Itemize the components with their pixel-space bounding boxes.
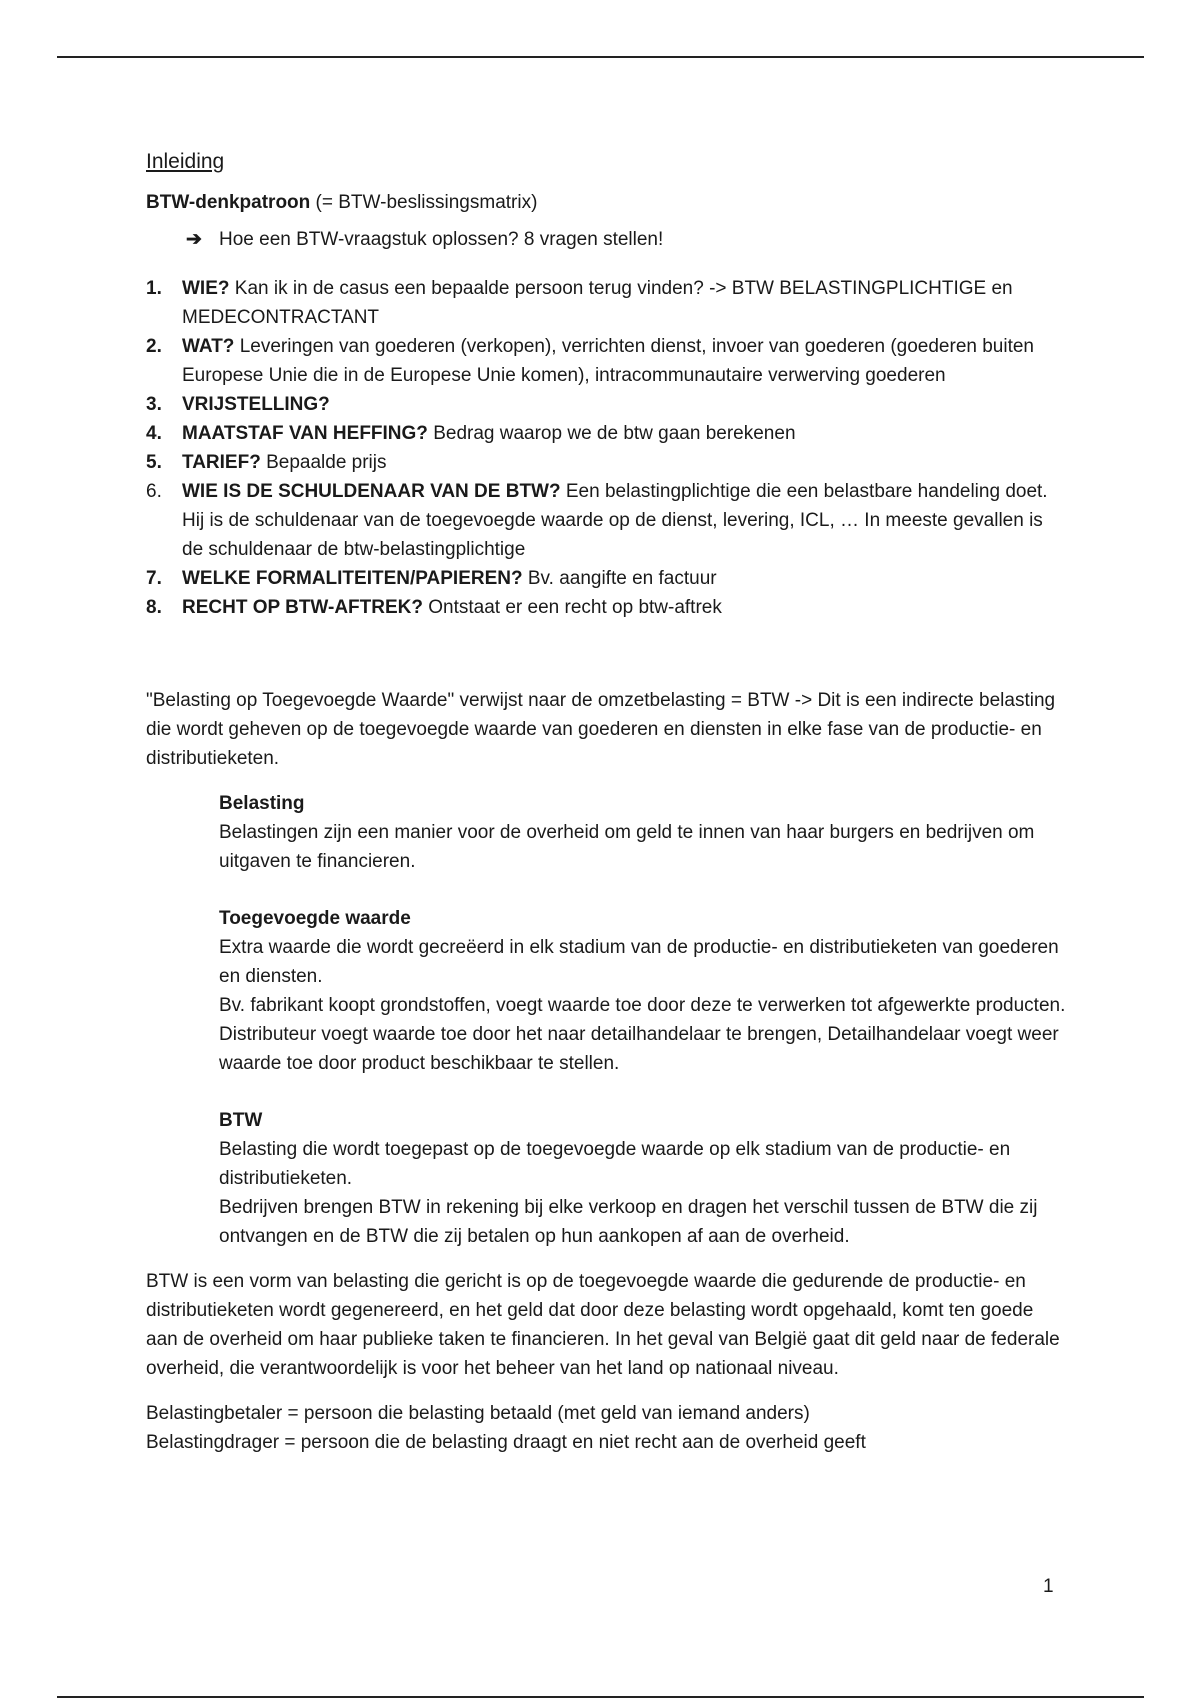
- question-text: Kan ik in de casus een bepaalde persoon terug vinden? -> BTW BELASTINGPLICHTIGE en MEDECONTRACTANT: [182, 278, 1013, 328]
- list-item: [146, 419, 1066, 448]
- right-arrow-icon: ➔: [186, 229, 202, 250]
- belastingdrager-line: Belastingdrager = persoon die de belasting draagt en niet recht aan de overheid geeft: [146, 1432, 866, 1453]
- question-text: Bepaalde prijs: [260, 452, 387, 473]
- list-item: [146, 477, 1066, 564]
- toegevoegde-waarde-block: [219, 904, 1066, 1078]
- list-item: [146, 390, 1066, 419]
- belasting-title: Belasting: [219, 793, 305, 814]
- question-bold: WAT?: [182, 336, 235, 357]
- list-number: 6.: [146, 481, 162, 502]
- list-item: [146, 274, 1066, 332]
- belastingbetaler-line: Belastingbetaler = persoon die belasting betaald (met geld van iemand anders): [146, 1403, 810, 1424]
- btw-block: [219, 1106, 1066, 1251]
- bottom-rule: [57, 1696, 1144, 1698]
- arrow-line: [186, 225, 1066, 254]
- btw-title: BTW: [219, 1110, 263, 1131]
- question-bold: TARIEF?: [182, 452, 261, 473]
- toegevoegde-waarde-text: Extra waarde die wordt gecreëerd in elk stadium van de productie- en distributieketen van goederen en diensten.: [219, 937, 1059, 987]
- page-content: [146, 140, 1066, 1457]
- list-number: 8.: [146, 597, 162, 618]
- list-number: 3.: [146, 394, 162, 415]
- intro-rest: (= BTW-beslissingsmatrix): [310, 192, 538, 213]
- list-item: [146, 332, 1066, 390]
- top-rule: [57, 56, 1144, 58]
- section-heading: Inleiding: [146, 150, 225, 173]
- question-text: Bv. aangifte en factuur: [522, 568, 717, 589]
- list-item: [146, 564, 1066, 593]
- question-bold: MAATSTAF VAN HEFFING?: [182, 423, 428, 444]
- definition-paragraph: "Belasting op Toegevoegde Waarde" verwijst naar de omzetbelasting = BTW -> Dit is een indirecte belasting die wordt geheven op de toegevoegde waarde van goederen en diensten in elke fase van de productie- en distributieketen.: [146, 690, 1056, 769]
- arrow-line-text: Hoe een BTW-vraagstuk oplossen? 8 vragen stellen!: [219, 229, 664, 250]
- list-number: 7.: [146, 568, 162, 589]
- belasting-text: Belastingen zijn een manier voor de overheid om geld te innen van haar burgers en bedrijven om uitgaven te financieren.: [219, 822, 1035, 872]
- list-number: 5.: [146, 452, 162, 473]
- belasting-block: [219, 789, 1066, 876]
- question-bold: WELKE FORMALITEITEN/PAPIEREN?: [182, 568, 523, 589]
- list-item: [146, 593, 1066, 622]
- question-list: [146, 274, 1066, 622]
- intro-line: [146, 188, 1066, 217]
- question-bold: RECHT OP BTW-AFTREK?: [182, 597, 423, 618]
- question-text: Bedrag waarop we de btw gaan berekenen: [427, 423, 796, 444]
- toegevoegde-waarde-title: Toegevoegde waarde: [219, 908, 411, 929]
- btw-text-2: Bedrijven brengen BTW in rekening bij elke verkoop en dragen het verschil tussen de BTW die zij ontvangen en de BTW die zij betalen op hun aankopen af aan de overheid.: [219, 1197, 1038, 1247]
- question-text: Een belastingplichtige die een belastbare handeling doet. Hij is de schuldenaar van de toegevoegde waarde op de dienst, levering, ICL, … In meeste gevallen is de schuldenaar de btw-belastingplichtige: [182, 481, 1048, 560]
- question-bold: WIE IS DE SCHULDENAAR VAN DE BTW?: [182, 481, 561, 502]
- question-text: Leveringen van goederen (verkopen), verrichten dienst, invoer van goederen (goederen buiten Europese Unie die in de Europese Unie komen), intracommunautaire verwerving goederen: [182, 336, 1034, 386]
- question-bold: WIE?: [182, 278, 230, 299]
- list-number: 4.: [146, 423, 162, 444]
- page-number: 1: [1043, 1576, 1054, 1597]
- list-number: 1.: [146, 278, 162, 299]
- toegevoegde-waarde-example: Bv. fabrikant koopt grondstoffen, voegt waarde toe door deze te verwerken tot afgewerkte producten. Distributeur voegt waarde toe door het naar detailhandelaar te brengen, Detailhandelaar voegt weer waarde toe door product beschikbaar te stellen.: [219, 995, 1066, 1074]
- btw-paragraph: BTW is een vorm van belasting die gericht is op de toegevoegde waarde die gedurende de productie- en distributieketen wordt gegenereerd, en het geld dat door deze belasting wordt opgehaald, komt ten goede aan de overheid om haar publieke taken te financieren. In het geval van België gaat dit geld naar de federale overheid, die verantwoordelijk is voor het beheer van het land op nationaal niveau.: [146, 1271, 1060, 1379]
- question-bold: VRIJSTELLING?: [182, 394, 330, 415]
- list-number: 2.: [146, 336, 162, 357]
- question-text: Ontstaat er een recht op btw-aftrek: [422, 597, 722, 618]
- intro-bold: BTW-denkpatroon: [146, 192, 311, 213]
- btw-text: Belasting die wordt toegepast op de toegevoegde waarde op elk stadium van de productie- en distributieketen.: [219, 1139, 1011, 1189]
- list-item: [146, 448, 1066, 477]
